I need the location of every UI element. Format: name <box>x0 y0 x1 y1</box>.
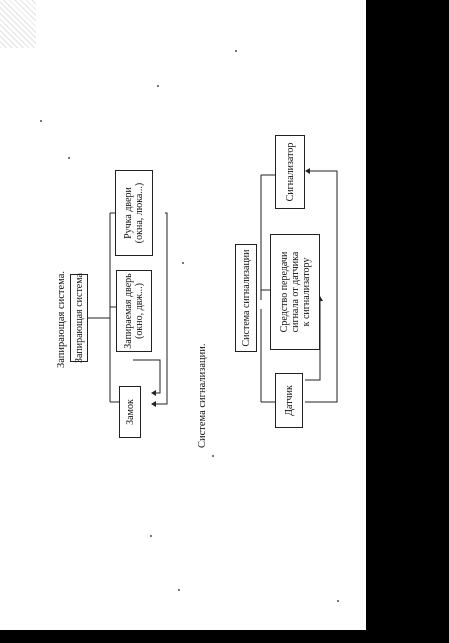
locking-system-box <box>70 274 88 362</box>
door-label-line2: (окно, двж...) <box>134 283 145 339</box>
transfer-label-line3: к сигнализатору <box>300 257 312 327</box>
alarm-system-box <box>235 244 257 352</box>
handle-label-line2: (окна, люка...) <box>134 182 145 244</box>
transfer-label-line2: сигнала от датчика <box>289 251 301 333</box>
locking-system-label: Запирающая система <box>73 273 85 363</box>
sensor-box <box>275 373 303 428</box>
lock-box <box>119 386 141 438</box>
transfer-box <box>270 234 320 350</box>
alarm-box <box>275 135 305 209</box>
sensor-label: Датчик <box>283 385 295 416</box>
handle-box <box>115 170 153 256</box>
alarm-system-label: Система сигнализации <box>240 249 252 347</box>
transfer-label-line1: Средство передачи <box>278 251 290 333</box>
lock-label: Замок <box>124 399 136 425</box>
door-label-line1: Запираемая дверь <box>123 273 134 349</box>
alarm-system-heading: Система сигнализации. <box>197 343 208 448</box>
handle-label-line1: Ручка двери <box>123 187 134 239</box>
locking-system-heading: Запирающая система. <box>56 270 67 368</box>
alarm-label: Сигнализатор <box>284 142 296 202</box>
door-box <box>116 270 152 352</box>
